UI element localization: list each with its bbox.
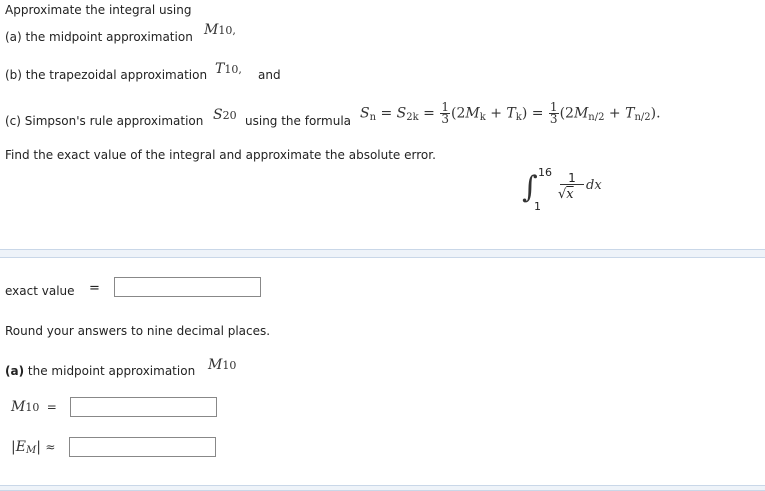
section-divider: [0, 249, 765, 258]
part-b-and: and: [258, 68, 281, 82]
integral-lower: 1: [534, 200, 541, 213]
integral-upper: 16: [538, 166, 552, 179]
integral-differential: dx: [586, 178, 602, 193]
integral-sign: ∫: [522, 170, 538, 205]
part-a-symbol: M: [204, 22, 219, 38]
answer-part-a-n: 10: [222, 359, 237, 372]
integral-expression: [520, 166, 610, 214]
part-c-symbol: S: [213, 107, 223, 123]
part-a-label: (a) the midpoint approximation: [5, 30, 193, 44]
part-a-heading-rest: the midpoint approximation: [27, 364, 196, 378]
m10-label-n: 10: [25, 401, 40, 414]
m10-equals: =: [46, 400, 57, 414]
part-a-heading-bold: (a): [5, 364, 25, 378]
part-c-math: [213, 107, 237, 123]
m10-input[interactable]: [70, 397, 217, 417]
part-c-using: using the formula: [245, 114, 352, 128]
sqrt-icon: √x: [558, 187, 574, 202]
answer-part-a-symbol: M: [208, 357, 223, 373]
exact-value-input[interactable]: [114, 277, 261, 297]
part-a-n: 10: [218, 24, 233, 37]
exact-value-equals: =: [89, 281, 100, 296]
answer-part-a-math: [208, 357, 236, 373]
round-instruction: Round your answers to nine decimal places.: [5, 324, 271, 338]
simpson-formula: Sn = S2k = $\frac{1}{3}$ (2Mk + Tk) = $\frac{1}{3}$ (2Mn/2 + Tn/2).: [360, 100, 661, 126]
m10-label: [11, 399, 57, 415]
part-a-math: M10,: [204, 22, 236, 38]
error-label: |EM| ≈: [11, 439, 56, 456]
error-approx: ≈: [45, 440, 56, 454]
part-c-n: 20: [222, 109, 237, 122]
integrand-radicand: x: [566, 187, 574, 202]
exact-value-label: exact value: [5, 284, 75, 298]
part-b-n: 10: [224, 63, 239, 76]
bottom-divider: [0, 485, 765, 491]
question-intro: Approximate the integral using: [5, 3, 192, 17]
error-label-symbol: E: [15, 439, 26, 455]
part-b-label: (b) the trapezoidal approximation: [5, 68, 208, 82]
part-c-label: (c) Simpson's rule approximation: [5, 114, 204, 128]
part-b-math: T10,: [215, 61, 242, 77]
error-input[interactable]: [69, 437, 216, 457]
find-text: Find the exact value of the integral and approximate the absolute error.: [5, 148, 436, 162]
m10-label-symbol: M: [11, 399, 26, 415]
integrand-numerator: 1: [560, 172, 584, 185]
error-label-sub: M: [25, 445, 37, 456]
part-b-symbol: T: [215, 61, 225, 77]
part-a-heading: [5, 364, 195, 378]
